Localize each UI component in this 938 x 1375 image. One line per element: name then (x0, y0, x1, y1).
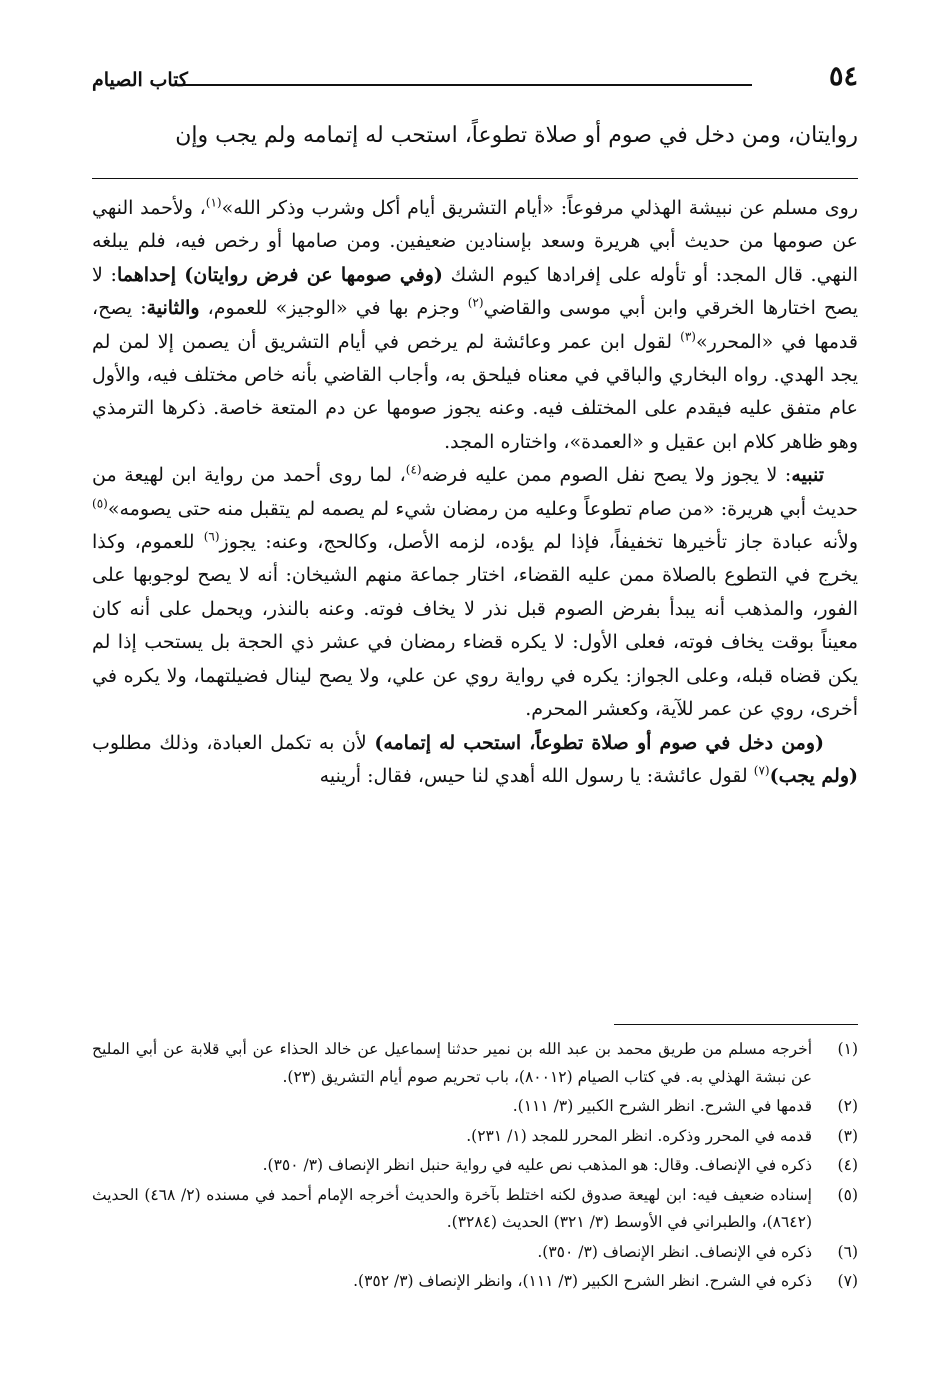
footnote-text: قدمها في الشرح. انظر الشرح الكبير (٣/ ١١١). (512, 1097, 812, 1115)
matn-quote: (وفي صومها عن فرض روايتان) إحداهما (116, 263, 443, 286)
commentary-paragraph-3: (ومن دخل في صوم أو صلاة تطوعاً، استحب له إتمامه) لأن به تكمل العبادة، وذلك مطلوب (ولم يجب)$^{(٧)}$ لقول عائشة: يا رسول الله أهدي لنا حيس، فقال: أرينيه (92, 731, 858, 787)
footnote-number: (٧) (837, 1272, 858, 1290)
footnote-number: (٤) (837, 1156, 858, 1174)
commentary-paragraph-2: تنبيه: لا يجوز ولا يصح نفل الصوم ممن عليه فرضه$^{(٤)}$، لما روى أحمد من رواية ابن لهيعة من حديث أبي هريرة: «من صام تطوعاً وعليه من رمضان شيء لم يصمه لم يتقبل منه حتى يصومه»$^{(٥)}$ ولأنه عبادة جاز تأخيرها تخفيفاً، فإذا لم يؤده، لزمه الأصل، وكالحج، وعنه: يجوز$^{(٦)}$ للعموم، وكذا يخرج في التطوع بالصلاة ممن عليه القضاء، اختار جماعة منهم الشيخان: أنه لا يصح لوجوبها على الفور، والمذهب أنه يبدأ بفرض الصوم قبل نذر لا يخاف فوته. وعنه بالنذر، ويحمل على أنه كان معيناً بوقت يخاف فوته، فعلى الأول: لا يكره قضاء رمضان في عشر ذي الحجة بل يستحب إذا لم يكن قضاه قبله، وعلى الجواز: يكره في رواية روي عن علي، ولا يصح لينال فضيلتهما، ولا يكره في أخرى، روي عن عمر للآية، وكعشر المحرم. (92, 462, 858, 721)
bold-term: تنبيه (791, 464, 824, 487)
footnote-text: قدمه في المحرر وذكره. انظر المحرر للمجد (١/ ٢٣١). (466, 1126, 812, 1145)
footnote-number: (٥) (837, 1185, 858, 1204)
footnote-ref[interactable]: (١) (205, 195, 222, 210)
footnote-ref[interactable]: (٢) (467, 295, 484, 310)
footnote-number: (٢) (837, 1097, 858, 1115)
footnote-text: ذكره في الإنصاف. انظر الإنصاف (٣/ ٣٥٠). (537, 1242, 812, 1261)
matn-text: روايتان، ومن دخل في صوم أو صلاة تطوعاً، استحب له إتمامه ولم يجب وإن (175, 123, 858, 148)
page-number: ٥٤ (828, 61, 858, 92)
footnote-text: أخرجه مسلم من طريق محمد بن عبد الله بن نمير حدثنا إسماعيل عن خالد الحذاء عن أبي قلابة عن أبي المليح عن نبشة الهذلي به. في كتاب الصيام (٨٠٠١٢)، باب تحريم صوم أيام التشريق (٢٣). (92, 1040, 812, 1086)
commentary (92, 192, 858, 793)
bold-term: والثانية (146, 297, 200, 320)
footnote-number: (٦) (837, 1242, 858, 1261)
footnote (92, 1093, 858, 1121)
footnotes (92, 1036, 858, 1298)
book-title: كتاب الصيام (92, 69, 188, 91)
footnote (92, 1268, 858, 1296)
footnote (92, 1036, 858, 1091)
footnote-ref[interactable]: (٥) (92, 496, 108, 511)
footnote-text: ذكره في الإنصاف. وقال: هو المذهب نص عليه في رواية حنبل انظر الإنصاف (٣/ ٣٥٠). (262, 1156, 812, 1174)
footnote-number: (٣) (837, 1126, 858, 1145)
footnote-text: إسناده ضعيف فيه: ابن لهيعة صدوق لكنه اختلط بآخرة والحديث أخرجه الإمام أحمد في مسنده (٢/ ٤٦٨) الحديث (٨٦٤٢)، والطبراني في الأوسط (٣/ ٣٢١) الحديث (٣٢٨٤). (92, 1185, 812, 1231)
footnote-text: ذكره في الشرح. انظر الشرح الكبير (٣/ ١١١)، وانظر الإنصاف (٣/ ٣٥٢). (353, 1272, 812, 1290)
footnote-ref[interactable]: (٣) (680, 329, 696, 344)
header-rule (182, 84, 752, 86)
matn-quote: (ولم يجب) (769, 764, 858, 787)
matn-divider (92, 178, 858, 179)
footnote-number: (١) (837, 1040, 858, 1058)
footnote (92, 1239, 858, 1267)
footnote-rule (614, 1024, 858, 1025)
footnote (92, 1123, 858, 1151)
footnote-ref[interactable]: (٤) (405, 462, 422, 477)
footnote-ref[interactable]: (٧) (753, 763, 770, 778)
running-header (92, 58, 858, 92)
footnote-ref[interactable]: (٦) (203, 529, 220, 544)
footnote (92, 1182, 858, 1237)
matn-quote: (ومن دخل في صوم أو صلاة تطوعاً، استحب له إتمامه) (374, 731, 824, 754)
footnote (92, 1152, 858, 1180)
commentary-paragraph-1: روى مسلم عن نبيشة الهذلي مرفوعاً: «أيام التشريق أيام أكل وشرب وذكر الله»$^{(١)}$، ولأحمد النهي عن صومها من حديث أبي هريرة وسعد بإسنادين ضعيفين. ومن صامها أو رخص فيه، فلم يبلغه النهي. قال المجد: أو تأوله على إفرادها كيوم الشك (وفي صومها عن فرض روايتان) إحداهما: لا يصح اختارها الخرقي وابن أبي موسى والقاضي$^{(٢)}$ وجزم بها في «الوجيز» للعموم، والثانية: يصح، قدمها في «المحرر»$^{(٣)}$ لقول ابن عمر وعائشة لم يرخص في أيام التشريق أن يصمن إلا لمن لم يجد الهدي. رواه البخاري والباقي في معناه فيلحق به، وأجاب القاضي بأنه خاص مختلف فيه، والأول عام متفق عليه فيقدم على المختلف فيه. وعنه يجوز صومها عن دم المتعة خاصة. ذكرها الترمذي وهو ظاهر كلام ابن عقيل و «العمدة»، واختاره المجد. (92, 195, 858, 453)
